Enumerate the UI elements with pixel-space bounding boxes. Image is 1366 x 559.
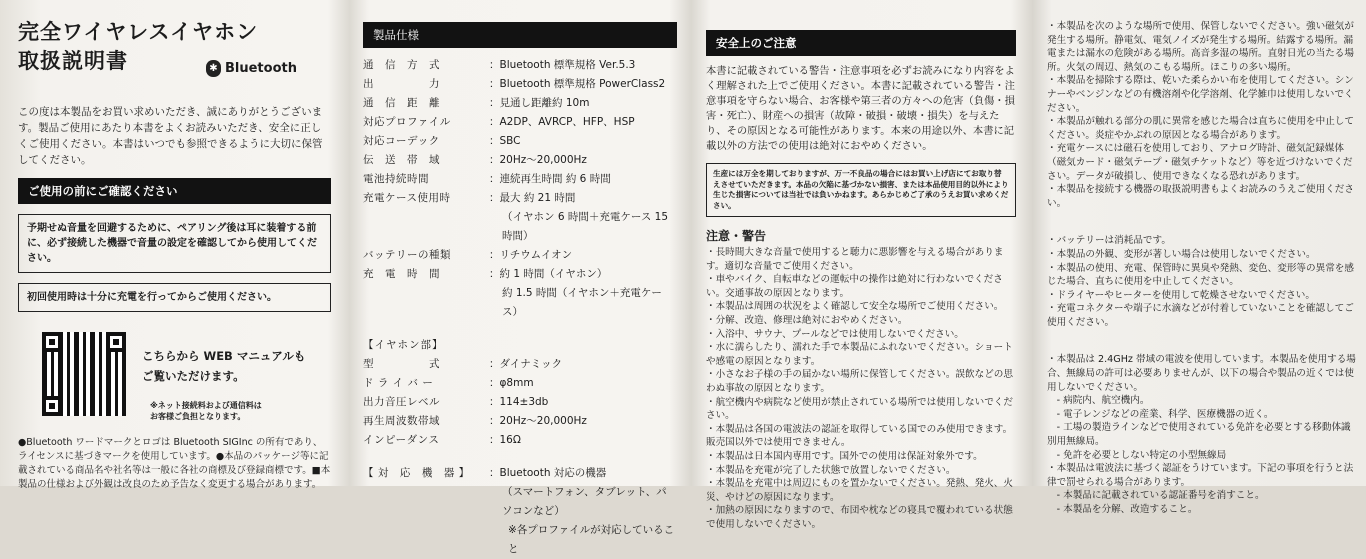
spec-value: ：最大 約 21 時間	[489, 192, 576, 204]
warning-item: ・分解、改造、修理は絶対におやめください。	[706, 314, 908, 326]
specs-header: 製品仕様	[363, 22, 677, 48]
warning-item: ・航空機内や病院など使用が禁止されている場所では使用しないでください。	[706, 396, 1013, 422]
spec-row	[363, 151, 677, 170]
web-manual-line1: こちらから WEB マニュアルも	[142, 349, 306, 363]
charge-warning-box: 初回使用時は十分に充電を行ってからご使用ください。	[18, 283, 331, 312]
spec-value: ：Bluetooth 対応の機器	[489, 467, 607, 479]
precaution-item: ・本製品の外観、変形が著しい場合は使用しないでください。	[1047, 248, 1316, 260]
spec-label: インピーダンス	[363, 434, 440, 446]
warning-item: ・小さなお子様の手の届かない場所に保管してください。誤飲などの思わぬ事故の原因となります。	[706, 369, 1013, 394]
spec-label: 充 電 時 間	[363, 268, 440, 280]
precaution-item: ・本製品を接続する機器の取扱説明書もよくお読みのうえご使用ください。	[1047, 184, 1354, 209]
spec-value: ：Bluetooth 標準規格 Ver.5.3	[489, 59, 636, 71]
spec-label: 再生周波数帯域	[363, 415, 440, 427]
spec-value: ：SBC	[489, 135, 521, 147]
spec-value: ：Bluetooth 標準規格 PowerClass2	[489, 78, 666, 90]
precaution-item: ・本製品を次のような場所で使用、保管しないでください。強い磁気が発生する場所。静電気、電気ノイズが発生する場所。結露する場所。漏電または漏水の危険がある場所。高音多湿の場所。直射日光の当たる場所。火気の周辺、熱気のこもる場所。ほこりの多い場所。	[1047, 21, 1354, 73]
precaution-list-battery	[1047, 234, 1356, 329]
spec-value: ：20Hz〜20,000Hz	[489, 415, 587, 427]
spec-label: 通 信 方 式	[363, 59, 440, 71]
precaution-item: - 病院内、航空機内。	[1047, 395, 1150, 407]
spec-label: 【 対 応 機 器 】	[363, 467, 470, 479]
trademark-footnote: ●Bluetooth ワードマークとロゴは Bluetooth SIGInc の所有であり、ライセンスに基づきマークを使用しています。●本品のパッケージ等に記載されている商品名や社名等は一般に各社の商標及び登録商標です。■本製品の仕様および外観は改良のため予告なく変更する場合があります。	[18, 437, 331, 490]
spec-row	[363, 412, 677, 431]
spec-row	[363, 56, 677, 75]
intro-text: この度は本製品をお買い求めいただき、誠にありがとうございます。製品ご使用にあたり本書をよくお読みいただき、安全に正しくご使用ください。本書はいつでも参照できるように大切に保管してください。	[18, 106, 323, 166]
spec-row	[363, 431, 677, 450]
spec-value: （スマートフォン、タブレット、パソコンなど）	[502, 486, 667, 517]
warning-item: ・長時間大きな音量で使用すると聴力に悪影響を与える場合があります。適切な音量でご使用ください。	[706, 247, 1004, 272]
spec-label: 出力音圧レベル	[363, 396, 440, 408]
spec-row	[363, 113, 677, 132]
spec-row	[363, 393, 677, 412]
cover-panel	[0, 0, 345, 490]
warning-item: ・加熱の原因になりますので、布団や枕などの寝具で覆われている状態で使用しないでください。	[706, 505, 1013, 530]
spec-label: 電池持続時間	[363, 173, 429, 185]
precaution-item: ・本製品は 2.4GHz 帯域の電波を使用しています。本製品を使用する場合、無線局の許可は必要ありませんが、以下の場合や製品の近くでは使用しないでください。	[1047, 354, 1356, 393]
precautions-panel	[1033, 0, 1366, 515]
qr-finder	[106, 332, 126, 352]
spec-value: ：約 1 時間（イヤホン）	[489, 268, 608, 280]
spec-value: ：リチウムイオン	[489, 249, 573, 261]
precaution-item: - 電子レンジなどの産業、科学、医療機器の近く。	[1047, 408, 1274, 420]
precaution-item: ・充電コネクターや端子に水滴などが付着していないことを確認してご使用ください。	[1047, 303, 1354, 328]
spec-value: ：ダイナミック	[489, 358, 563, 370]
spec-value: ：114±3db	[489, 396, 549, 408]
spec-row	[363, 94, 677, 113]
supported-devices-row	[363, 464, 677, 483]
qr-code[interactable]	[42, 332, 126, 416]
spec-value: ：見通し距離約 10m	[489, 97, 590, 109]
spec-value: ：20Hz〜20,000Hz	[489, 154, 587, 166]
check-header: ご使用の前にご確認ください	[18, 178, 331, 204]
precaution-item: ・充電ケースには磁石を使用しており、アナログ時計、磁気記録媒体（磁気カード・磁気テープ・磁気チケットなど）等を近づけないでください。データが破損し、使用できなくなる恐れがあります。	[1047, 143, 1353, 182]
precaution-item: - 免許を必要としない特定の小型無線局	[1047, 449, 1227, 461]
spec-label: 充電ケース使用時	[363, 192, 451, 204]
spec-row	[363, 265, 677, 284]
qr-finder	[42, 396, 62, 416]
volume-warning-box: 予期せぬ音量を回避するために、ペアリング後は耳に装着する前に、必ず接続した機器で音量の設定を確認してから使用してください。	[18, 214, 331, 273]
spec-label: 通 信 距 離	[363, 97, 440, 109]
warning-title: 注意・警告	[706, 229, 767, 243]
web-manual-line2: ご覧いただけます。	[142, 369, 245, 383]
spec-value: ：A2DP、AVRCP、HFP、HSP	[489, 116, 635, 128]
spec-row-continuation	[502, 483, 677, 521]
precaution-item: ・バッテリーは消耗品です。	[1047, 235, 1171, 247]
manual-qr-section	[18, 332, 331, 422]
spec-row-continuation	[502, 284, 677, 322]
defect-notice-box: 生産には万全を期しておりますが、万一不良品の場合にはお買い上げ店にてお取り替えさせていただきます。本品の欠陥に基づかない損害、または本品使用目的以外により生じた損害については当社では負いかねます。あらかじめご了承のうえお買い求めください。	[706, 163, 1016, 217]
spec-label: 対応コーデック	[363, 135, 440, 147]
spec-label: 伝 送 帯 域	[363, 154, 440, 166]
spec-row-continuation	[502, 208, 677, 246]
precaution-item: - 工場の製造ラインなどで使用されている免許を必要とする移動体識別用無線局。	[1047, 422, 1351, 448]
spec-row	[363, 355, 677, 374]
spec-row	[363, 75, 677, 94]
spec-value: 約 1.5 時間（イヤホン＋充電ケース）	[502, 287, 662, 318]
manual-title-line2: 取扱説明書	[18, 49, 128, 73]
bluetooth-logo-text: Bluetooth	[225, 61, 297, 76]
spec-note: ※各プロファイルが対応していること	[508, 524, 675, 555]
spec-value: ：16Ω	[489, 434, 521, 446]
earphone-section-header: 【イヤホン部】	[363, 339, 444, 351]
warning-item: ・入浴中、サウナ、プールなどでは使用しないでください。	[706, 328, 964, 340]
safety-intro: 本書に記載されている警告・注意事項を必ずお読みになり内容をよく理解された上でご使用ください。本書に記載されている警告・注意事項を守らない場合、お客様や第三者の方々への危害（負傷・損害・死亡）、財産への損害（故障・破損・破壊・損失）を与えたり、その原因となる可能性があります。本来の用途以外、本書に記載以外の方法での使用は絶対におやめください。	[706, 65, 1015, 152]
warning-item: ・本製品は周囲の状況をよく確認して安全な場所でご使用ください。	[706, 301, 1004, 313]
warning-item: ・本製品を充電が完了した状態で放置しないでください。	[706, 464, 956, 476]
qr-finder	[42, 332, 62, 352]
precaution-item: ・本製品の使用、充電、保管時に異臭や発熱、変色、変形等の異常を感じた場合、直ちに使用を中止してください。	[1047, 262, 1354, 288]
warning-list	[706, 246, 1016, 531]
warning-item: ・車やバイク、自転車などの運転中の操作は絶対に行わないでください。交通事故の原因となります。	[706, 274, 1003, 299]
spec-label: バッテリーの種類	[363, 249, 451, 261]
manual-title-line1: 完全ワイヤレスイヤホン	[18, 20, 259, 44]
precaution-list-storage	[1047, 20, 1356, 210]
spec-row	[363, 246, 677, 265]
precaution-item: - 本製品を分解、改造すること。	[1047, 504, 1198, 515]
spec-label: ド ラ イ バ ー	[363, 377, 434, 389]
warning-item: ・本製品は日本国内専用です。国外での使用は保証対象外です。	[706, 450, 983, 462]
spec-label: 型 式	[363, 358, 440, 370]
warning-item: ・本製品を充電中は周辺にものを置かないでください。発熱、発火、火災、やけどの原因になります。	[706, 478, 1013, 503]
spec-value: ：φ8mm	[489, 377, 534, 389]
spec-value: ：連続再生時間 約 6 時間	[489, 173, 611, 185]
bluetooth-logo	[206, 60, 297, 77]
spec-label: 対応プロファイル	[363, 116, 451, 128]
precaution-list-radio	[1047, 353, 1356, 516]
precaution-item: ・本製品を掃除する際は、乾いた柔らかい布を使用してください。シンナーやベンジンなどの有機溶剤や化学溶剤、化学雑巾は使用しないでください。	[1047, 75, 1354, 114]
specs-panel	[347, 0, 687, 555]
precaution-item: ・ドライヤーやヒーターを使用して乾燥させないでください。	[1047, 289, 1315, 301]
spec-row	[363, 374, 677, 393]
safety-panel	[690, 0, 1030, 530]
precaution-item: ・本製品が触れる部分の肌に異常を感じた場合は直ちに使用を中止してください。炎症やかぶれの原因となる場合があります。	[1047, 116, 1354, 141]
safety-header: 安全上のご注意	[706, 30, 1016, 56]
warning-item: ・水に濡らしたり、濡れた手で本製品にふれないでください。ショートや感電の原因となります。	[706, 342, 1013, 367]
spec-row-continuation	[508, 521, 677, 559]
spec-value: （イヤホン 6 時間＋充電ケース 15 時間）	[502, 211, 669, 242]
spec-row	[363, 170, 677, 189]
bluetooth-icon: ✱	[206, 60, 221, 77]
spec-row	[363, 189, 677, 208]
precaution-item: - 本製品に記載されている認証番号を消すこと。	[1047, 490, 1265, 502]
spec-label: 出 力	[363, 78, 440, 90]
spec-row	[363, 132, 677, 151]
connection-fee-note: ※ネット接続料および通信料は お客様ご負担となります。	[150, 401, 262, 421]
warning-item: ・本製品は各国の電波法の認証を取得している国でのみ使用できます。販売国以外では使用できません。	[706, 423, 1013, 449]
precaution-item: ・本製品は電波法に基づく認証をうけています。下記の事項を行うと法律で罰せられる場合があります。	[1047, 463, 1354, 488]
